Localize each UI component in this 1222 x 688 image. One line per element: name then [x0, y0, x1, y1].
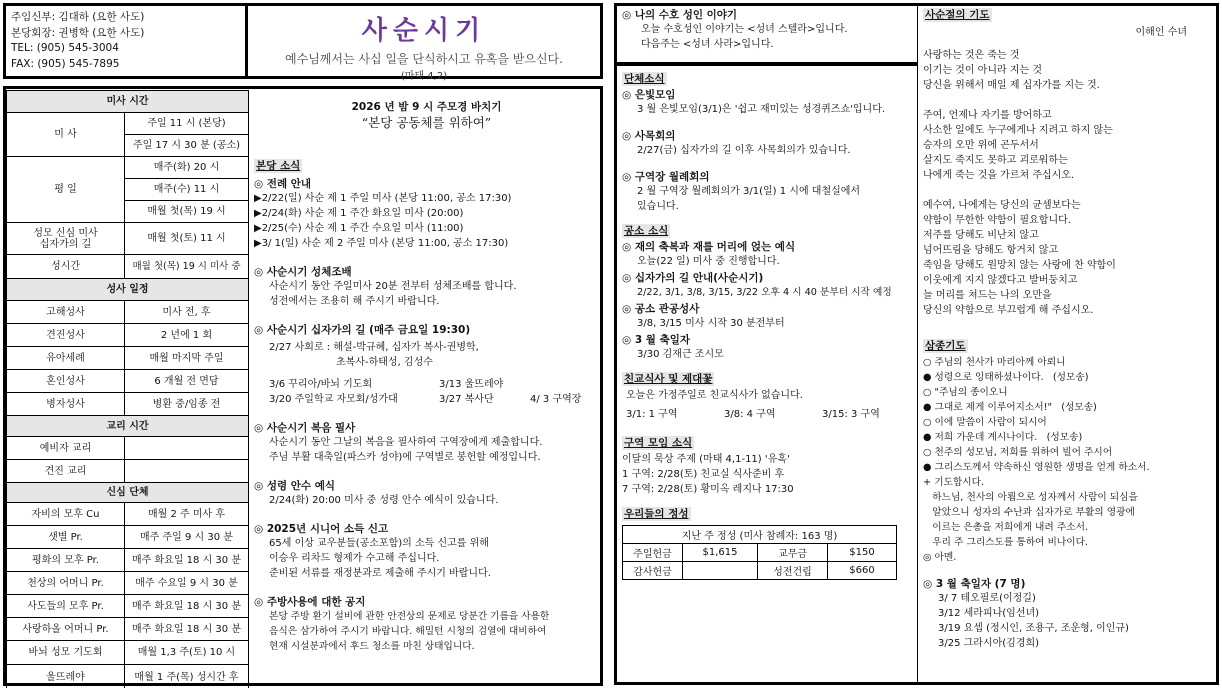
mission-news-heading: 공소 소식	[624, 225, 669, 237]
mission-feast-line: 3/30 김재근 조시모	[637, 349, 724, 360]
bulletin-column	[254, 100, 599, 654]
gospel-title: ◎ 사순시기 복음 필사	[254, 422, 356, 434]
mass-label: 미 사	[7, 113, 125, 157]
date-line: 2026 년 밤 9 시 주모경 바치기	[351, 101, 502, 113]
prayer-line: 사소한 일에도 누구에게나 지려고 하지 않는	[923, 125, 1113, 136]
saint-line: 오늘 수호성인 이야기는 <성녀 스텔라>입니다.	[641, 24, 848, 35]
fellowship-item: 3/8: 4 구역	[724, 409, 776, 420]
angelus-line: ○ 천주의 성모님, 저희를 위하여 빌어 주시어	[923, 447, 1113, 458]
prayer-line: 살지도 죽지도 못하고 괴로워하는	[923, 155, 1068, 166]
sacrament-label: 병자성사	[7, 393, 125, 416]
stations-row	[254, 377, 599, 392]
district-mtg-line: 1 구역: 2/28(토) 친교실 식사준비 후	[622, 469, 785, 480]
org-news-heading: 단체소식	[624, 73, 665, 85]
angelus-line: ● 저희 가운데 계시나이다. (성모송)	[923, 432, 1083, 443]
stations-item: 3/20 주일학교 자모회/성가대	[269, 394, 398, 405]
tax-title: ◎ 2025년 시니어 소득 신고	[254, 523, 389, 535]
offering-cell: $150	[828, 544, 897, 562]
prayer-body	[923, 48, 1215, 318]
group-label: 사도들의 모후 Pr.	[7, 595, 125, 618]
angelus-line: ● 성령으로 잉태하셨나이다. (성모송)	[923, 372, 1089, 383]
sacrament-value: 2 년에 1 회	[125, 324, 249, 347]
group-label: 샛별 Pr.	[7, 526, 125, 549]
title-panel	[245, 3, 603, 82]
prayer-line: 약함이 무한한 약함이 필요합니다.	[923, 215, 1071, 226]
staff-panel	[3, 3, 248, 79]
mission-stations-line: 2/22, 3/1, 3/8, 3/15, 3/22 오후 4 시 40 분부터 시작 예정	[637, 287, 892, 298]
gospel-line: 주님 부활 대축일(파스카 성야)에 구역별로 봉헌할 예정입니다.	[269, 452, 541, 463]
offering-heading: 우리들의 정성	[624, 508, 689, 520]
group-value: 매월 1 주(목) 성시간 후	[125, 665, 249, 688]
bulletin-theme: “본당 공동체를 위하여”	[361, 115, 492, 130]
kitchen-line: 현재 시설분과에서 후드 청소를 마친 상태입니다.	[269, 641, 475, 652]
offering-table	[622, 525, 897, 580]
angelus-body	[923, 355, 1215, 565]
feast-list	[923, 591, 1215, 651]
right-column	[622, 8, 914, 580]
sacrament-label: 유아세례	[7, 347, 125, 370]
stations-item: 3/6 꾸리아/바뇌 기도회	[269, 379, 373, 390]
angelus-line: ○ 주님의 천사가 마리아께 아뢰니	[923, 357, 1066, 368]
district-meeting-line: 있습니다.	[637, 201, 679, 212]
column-divider	[917, 5, 918, 683]
group-label: 자비의 모후 Cu	[7, 503, 125, 526]
weekday-value: 매주(수) 11 시	[125, 179, 249, 201]
mass-value: 주일 17 시 30 분 (공소)	[125, 135, 249, 157]
sacrament-header: 성사 일정	[7, 279, 249, 301]
anointing-line: 2/24(화) 20:00 미사 중 성령 안수 예식이 있습니다.	[269, 495, 499, 506]
offering-cell: 감사헌금	[623, 562, 683, 580]
liturgy-line: ▶3/ 1(일) 사순 제 2 주일 미사 (본당 11:00, 공소 17:30)	[254, 238, 509, 249]
offering-cell: $1,615	[683, 544, 758, 562]
kitchen-line: 음식은 삼가하여 주시기 바랍니다. 해밀턴 시청의 검열에 대비하여	[269, 626, 547, 637]
liturgy-line: ▶2/22(일) 사순 제 1 주일 미사 (본당 11:00, 공소 17:30)	[254, 193, 512, 204]
stations-row	[254, 392, 599, 407]
sacrament-value: 6 개월 전 면담	[125, 370, 249, 393]
group-label: 울뜨레야	[7, 665, 125, 688]
council-meeting-title: ◎ 사목회의	[622, 130, 676, 142]
mission-confession-line: 3/8, 3/15 미사 시작 30 분전부터	[637, 318, 785, 329]
silver-title: ◎ 은빛모임	[622, 89, 676, 101]
feast-title: ◎ 3 월 축일자 (7 명)	[923, 578, 1026, 590]
adoration-line: 성전에서는 조용히 해 주시기 바랍니다.	[269, 296, 440, 307]
mission-confession-title: ◎ 공소 관공성사	[622, 303, 700, 315]
feast-line: 3/12 세라피나(임선녀)	[938, 608, 1040, 619]
stations-line: 초복사-하태성, 김성수	[336, 357, 433, 368]
kitchen-title: ◎ 주방사용에 대한 공지	[254, 596, 366, 608]
marian-mass-label: 성모 신심 미사 십자가의 길	[7, 223, 125, 255]
group-value: 매주 주일 9 시 30 분	[125, 526, 249, 549]
group-value: 매주 수요일 9 시 30 분	[125, 572, 249, 595]
angelus-line: ● 그리스도께서 약속하신 영원한 생명을 얻게 하소서.	[923, 462, 1150, 473]
angelus-line: 우리 주 그리스도를 통하여 비나이다.	[923, 537, 1089, 548]
prayer-line: 당신의 약함으로 부끄럽게 해 주십시오.	[923, 305, 1094, 316]
feast-line: 3/ 7 테오필로(이정길)	[938, 593, 1036, 604]
holy-hour-value: 매월 첫(목) 19 시 미사 중	[125, 255, 249, 279]
tax-line: 준비된 서류를 재정분과로 제출해 주시기 바랍니다.	[269, 568, 491, 579]
council-text: 본당회장: 권병학 (요한 사도)	[11, 26, 145, 39]
offering-cell: 성전건립	[758, 562, 828, 580]
liturgy-line: ▶2/25(수) 사순 제 1 주간 수요일 미사 (11:00)	[254, 223, 464, 234]
gospel-line: 사순시기 동안 그날의 복음을 필사하여 구역장에게 제출합니다.	[269, 437, 543, 448]
angelus-line: ○ "주님의 종이오니	[923, 387, 1008, 398]
group-value: 매월 2 주 미사 후	[125, 503, 249, 526]
liturgy-line: ▶2/24(화) 사순 제 1 주간 화요일 미사 (20:00)	[254, 208, 464, 219]
prayer-line: 이웃에게 지지 않겠다고 발버둥치고	[923, 275, 1078, 286]
fellowship-item: 3/1: 1 구역	[626, 409, 678, 420]
prayer-heading: 사순절의 기도	[925, 9, 990, 21]
district-mtg-heading: 구역 모임 소식	[624, 437, 693, 449]
angelus-line: 하느님, 천사의 아룀으로 성자께서 사람이 되심을	[923, 492, 1138, 503]
offering-title: 지난 주 정성 (미사 참례자: 163 명)	[623, 526, 897, 544]
group-value: 매월 1,3 주(토) 10 시	[125, 641, 249, 665]
group-label: 천상의 어머니 Pr.	[7, 572, 125, 595]
group-value: 매주 화요일 18 시 30 분	[125, 618, 249, 641]
sacrament-value: 미사 전, 후	[125, 301, 249, 324]
district-meeting-title: ◎ 구역장 월례회의	[622, 171, 710, 183]
angelus-line: 이르는 은총을 저희에게 내려 주소서.	[923, 522, 1089, 533]
liturgy-title: ◎ 전례 안내	[254, 178, 312, 190]
mass-value: 주일 11 시 (본당)	[125, 113, 249, 135]
offering-cell: 주일헌금	[623, 544, 683, 562]
groups-header: 신심 단체	[7, 483, 249, 503]
prayer-author: 이해인 수녀	[1135, 27, 1187, 38]
council-meeting-line: 2/27(금) 십자가의 길 이후 사목회의가 있습니다.	[637, 145, 851, 156]
offering-cell	[683, 562, 758, 580]
prayer-line	[923, 183, 1215, 198]
catechism-header: 교리 시간	[7, 416, 249, 437]
weekday-value: 매월 첫(목) 19 시	[125, 201, 249, 223]
sacrament-value: 병환 중/임종 전	[125, 393, 249, 416]
weekday-label: 평 일	[7, 157, 125, 223]
district-meeting-line: 2 월 구역장 월례회의가 3/1(일) 1 시에 대철실에서	[637, 186, 861, 197]
schedule-table	[6, 90, 249, 688]
ash-line: 오늘(22 일) 미사 중 진행합니다.	[637, 256, 780, 267]
feast-line: 3/19 요셉 (정시인, 조용구, 조운형, 이인규)	[938, 623, 1129, 634]
fellowship-row	[622, 407, 914, 422]
mass-time-header: 미사 시간	[7, 91, 249, 113]
prayer-line	[923, 93, 1215, 108]
prayer-line: 넘어뜨림을 당해도 항거치 않고	[923, 245, 1059, 256]
sacrament-value: 매월 마지막 주일	[125, 347, 249, 370]
fellowship-heading: 친교식사 및 제대꽃	[624, 373, 713, 385]
offering-cell: $660	[828, 562, 897, 580]
tax-line: 이승우 리차드 형제가 수고해 주십니다.	[269, 553, 440, 564]
holy-hour-label: 성시간	[7, 255, 125, 279]
marian-mass-value: 매월 첫(토) 11 시	[125, 223, 249, 255]
sacrament-label: 고해성사	[7, 301, 125, 324]
sacrament-label: 혼인성사	[7, 370, 125, 393]
prayer-column	[923, 8, 1215, 651]
stations-item: 3/13 울뜨레야	[439, 379, 504, 390]
mission-stations-title: ◎ 십자가의 길 안내(사순시기)	[622, 272, 764, 284]
prayer-line: 늘 머리를 쳐드는 나의 오만을	[923, 290, 1052, 301]
prayer-line: 이기는 것이 아니라 지는 것	[923, 65, 1042, 76]
stations-item: 4/ 3 구역장	[530, 394, 582, 405]
fax-text: FAX: (905) 545-7895	[11, 57, 120, 70]
group-value: 매주 화요일 18 시 30 분	[125, 549, 249, 572]
fellowship-line: 오늘은 가정주일로 친교식사가 없습니다.	[626, 390, 803, 401]
group-label: 사랑하올 어머니 Pr.	[7, 618, 125, 641]
group-label: 평화의 모후 Pr.	[7, 549, 125, 572]
sacrament-label: 견진성사	[7, 324, 125, 347]
adoration-line: 사순시기 동안 주일미사 20분 전부터 성체조배를 합니다.	[269, 281, 517, 292]
prayer-line: 죽임을 당해도 원망치 않는 사랑에 찬 약함이	[923, 260, 1116, 271]
ash-title: ◎ 재의 축복과 재를 머리에 얹는 예식	[622, 241, 796, 253]
tax-line: 65세 이상 교우분들(공소포함)의 소득 신고를 위해	[269, 538, 489, 549]
scripture-reference: (마태 4,2)	[400, 71, 448, 82]
catechism-value	[125, 460, 249, 483]
saint-title: ◎ 나의 수호 성인 이야기	[622, 9, 738, 21]
prayer-line: 사랑하는 것은 죽는 것	[923, 50, 1020, 61]
angelus-line: ● 그대로 제게 이루어지소서!" (성모송)	[923, 402, 1097, 413]
weekday-value: 매주(화) 20 시	[125, 157, 249, 179]
prayer-line: 나에게 죽는 것을 가르쳐 주십시오.	[923, 170, 1075, 181]
group-value: 매주 화요일 18 시 30 분	[125, 595, 249, 618]
angelus-line: ◎ 아멘.	[923, 552, 957, 563]
prayer-line: 주여, 언제나 자기를 방어하고	[923, 110, 1052, 121]
prayer-line: 당신을 위해서 매일 제 십자가를 지는 것.	[923, 80, 1100, 91]
district-mtg-line: 이달의 묵상 주제 (마태 4,1-11) '유혹'	[622, 454, 790, 465]
group-label: 바뇌 성모 기도회	[7, 641, 125, 665]
catechism-label: 예비자 교리	[7, 437, 125, 460]
adoration-title: ◎ 사순시기 성체조배	[254, 266, 352, 278]
angelus-heading: 삼종기도	[925, 340, 966, 352]
parish-news-heading: 본당 소식	[256, 160, 301, 172]
district-mtg-line: 7 구역: 2/28(토) 황미옥 레지나 17:30	[622, 484, 794, 495]
stations-item: 3/27 복사단	[439, 394, 494, 405]
prayer-line: 저주를 당해도 비난치 않고	[923, 230, 1039, 241]
offering-cell: 교무금	[758, 544, 828, 562]
prayer-line: 예수여, 나에게는 당신의 균셈보다는	[923, 200, 1081, 211]
angelus-line: ○ 이에 말씀이 사람이 되시어	[923, 417, 1047, 428]
angelus-line: + 기도합시다.	[923, 477, 985, 488]
prayer-line: 승자의 오만 위에 곤두서서	[923, 140, 1039, 151]
page-title: 사순시기	[361, 16, 487, 46]
feast-line: 3/25 그라시아(김경희)	[938, 638, 1040, 649]
catechism-label: 견진 교리	[7, 460, 125, 483]
pastor-text: 주임신부: 김대하 (요한 사도)	[11, 11, 145, 23]
mission-feast-title: ◎ 3 월 축일자	[622, 334, 691, 346]
stations-title: ◎ 사순시기 십자가의 길 (매주 금요일 19:30)	[254, 324, 471, 336]
kitchen-line: 본당 주방 환기 설비에 관한 안전상의 문제로 당분간 기름을 사용한	[269, 611, 550, 622]
fellowship-item: 3/15: 3 구역	[822, 409, 880, 420]
page-subtitle: 예수님께서는 사십 일을 단식하시고 유혹을 받으신다.	[285, 52, 563, 66]
catechism-value	[125, 437, 249, 460]
anointing-title: ◎ 성령 안수 예식	[254, 480, 335, 492]
saint-line: 다음주는 <성녀 사라>입니다.	[641, 39, 774, 50]
silver-line: 3 월 은빛모임(3/1)은 '쉽고 재미있는 성경퀴즈쇼'입니다.	[637, 104, 886, 115]
stations-line: 2/27 사회로 : 해설-박규혜, 십자가 복사-권병학,	[269, 342, 479, 353]
angelus-line: 알았으니 성자의 수난과 십자가로 부활의 영광에	[923, 507, 1135, 518]
tel-text: TEL: (905) 545-3004	[11, 42, 119, 54]
